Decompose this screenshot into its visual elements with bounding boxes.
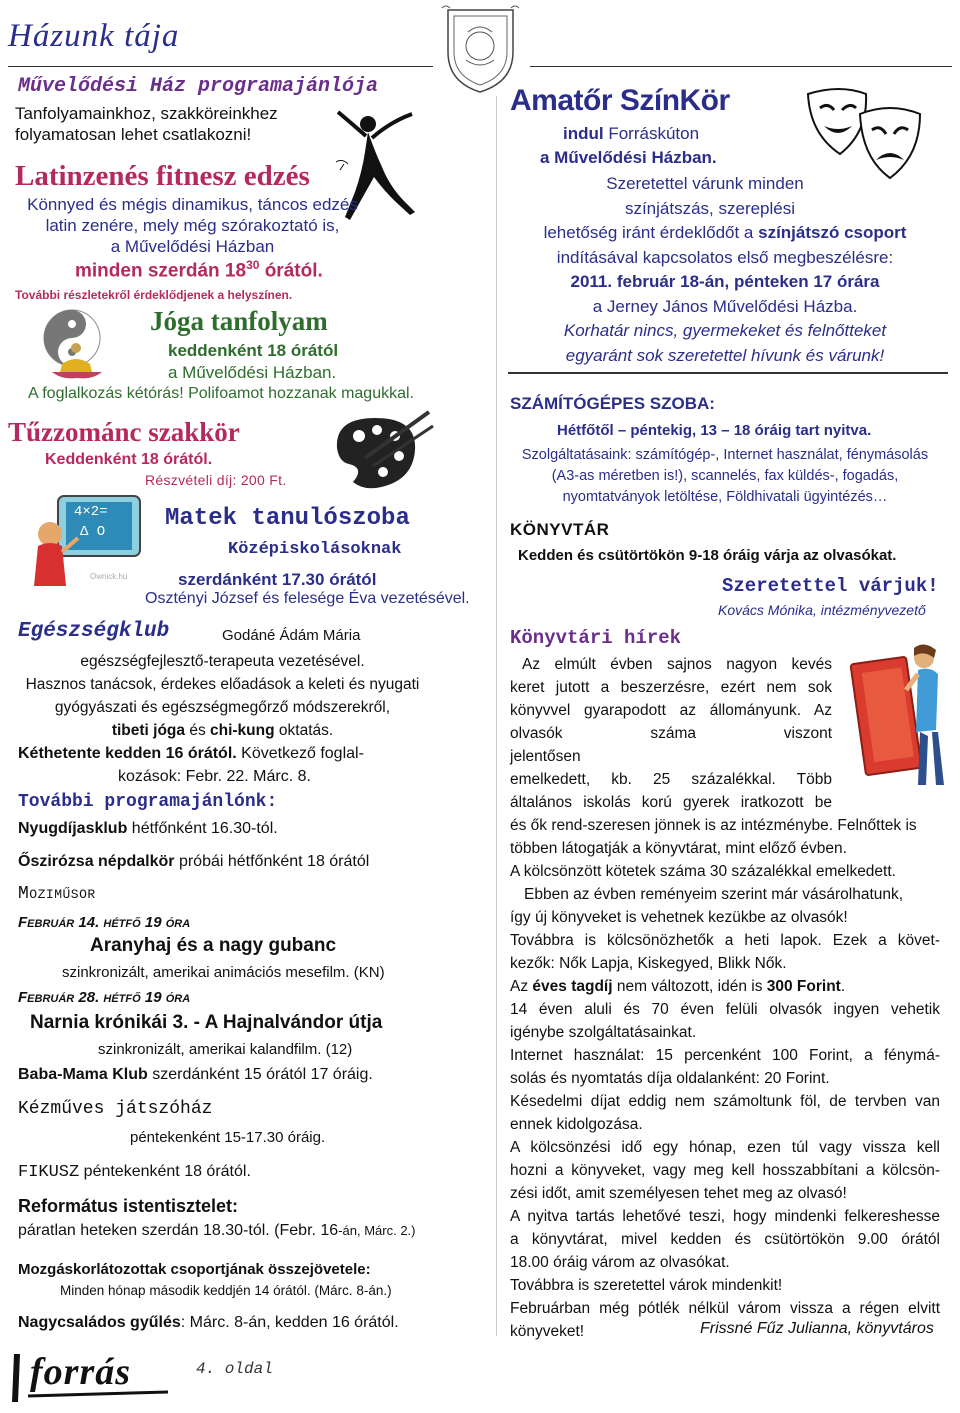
news-p2-line-1: Ebben az évben reményeim szerint már vásárolhatunk, — [524, 886, 904, 903]
news-p11-line-1: Februárban még pótlék nélkül várom vissza a régen elvitt — [510, 1300, 940, 1317]
reformed-title: Református istentisztelet: — [18, 1196, 239, 1216]
math-leaders: Osztényi József és felesége Éva vezetésével. — [145, 590, 470, 607]
theater-line-3: Szeretettel várunk minden — [606, 174, 804, 193]
disabled-group-time: Minden hónap második keddjén 14 órától. (Márc. 8-án.) — [60, 1283, 392, 1298]
reformed-time-c: Márc. 2.) — [364, 1223, 416, 1238]
pensioner-club — [18, 820, 278, 838]
library-greeting: Szeretettel várjuk! — [722, 575, 939, 597]
theater-line-4: színjátszás, szereplési — [624, 198, 796, 218]
theater-start-place: Forráskúton — [603, 124, 700, 143]
crest-emblem — [438, 2, 523, 94]
footer-logo-text: forrás — [30, 1351, 132, 1393]
health-oktatas: oktatás. — [274, 722, 334, 739]
chalkboard-shapes: Δ O — [80, 524, 106, 540]
baby-club-time: szerdánként 15 órától 17 óráig. — [147, 1066, 373, 1083]
theater-group: színjátszó csoport — [758, 223, 907, 242]
health-schedule-line-1 — [18, 742, 364, 765]
pensioner-club-time: hétfőnként 16.30-tól. — [127, 820, 278, 837]
latin-time-a: minden szerdán 18 — [75, 260, 247, 282]
news-p1-line-7: és ők rend-szeresen jönnek is az intézménybe. Felnőttek is — [510, 817, 917, 834]
news-p4-amount: 300 Forint — [766, 978, 841, 995]
library-news-body — [510, 653, 940, 1343]
news-p1-line-1: Az elmúlt évben sajnos nagyon kevés — [522, 656, 832, 673]
theater-venue: a Művelődési Házban. — [540, 148, 717, 167]
reformed-time — [18, 1222, 416, 1240]
yoga-title: Jóga tanfolyam — [150, 306, 328, 336]
theater-date: 2011. február 18-án, pénteken 17 órára — [570, 272, 880, 291]
latin-time-sup: 30 — [246, 258, 260, 272]
news-p1-line-3: könyvvel gyarapodott az állományunk. Az — [510, 702, 832, 719]
theater-line-8: a Jerney János Művelődési Házba. — [592, 296, 858, 316]
news-p7-line-2: ennek kidolgozása. — [510, 1116, 643, 1133]
enamel-time: Keddenként 18 órától. — [45, 451, 213, 468]
more-programs-title: További programajánlónk: — [18, 792, 278, 812]
news-p6-line-1: Internet használat: 15 percenként 100 Forint, a fénymá- — [510, 1047, 940, 1064]
column-divider — [496, 96, 497, 1336]
news-p2-line-2: így új könyveket is vehetnek kezükbe az olvasók! — [510, 909, 848, 926]
computer-room-title: SZÁMÍTÓGÉPES SZOBA: — [510, 394, 715, 413]
theater-body — [505, 172, 945, 368]
intro-text: Tanfolyamainkhoz, szakköreinkhez folyamatosan lehet csatlakozni! — [15, 104, 278, 144]
pensioner-club-name: Nyugdíjasklub — [18, 820, 128, 837]
news-p1-wrap — [510, 653, 832, 814]
news-p8-line-3: zési időt, amit személyesen tehet meg az olvasó! — [510, 1185, 847, 1202]
health-line-2: Hasznos tanácsok, érdekes előadások a keleti és nyugati — [25, 676, 420, 693]
chalkboard-text: 4×2= — [74, 504, 108, 520]
librarian-signature: Frissné Fűz Julianna, könyvtáros — [700, 1320, 934, 1337]
film-1-date: Február 14. hétfő 19 óra — [18, 914, 191, 931]
news-p1-line-6: általános iskolás korú gyerek iratkozott be — [510, 794, 832, 811]
theater-start-indul: indul — [563, 124, 604, 143]
news-p1-line-5: emelkedett, kb. 25 százalékkal. Több — [510, 771, 832, 788]
latin-line-1: Könnyed és mégis dinamikus, táncos edzés — [27, 195, 358, 214]
footer-logo — [8, 1348, 178, 1408]
library-title: KÖNYVTÁR — [510, 520, 610, 539]
math-subtitle: Középiskolásoknak — [228, 540, 402, 559]
fikusz — [18, 1163, 251, 1182]
latin-line-3: a Művelődési Házban — [110, 237, 275, 256]
header-rule-right — [530, 66, 952, 67]
math-title: Matek tanulószoba — [165, 505, 410, 532]
news-p1-line-2: keret jutott a beszerzésre, ezért nem sok — [510, 679, 832, 696]
chalkboard-illustration — [28, 486, 146, 591]
page-number: 4. oldal — [196, 1360, 273, 1378]
large-family-time: : Márc. 8-án, kedden 16 órától. — [180, 1314, 399, 1331]
theater-line-5 — [505, 221, 945, 246]
health-schedule-line-2: kozások: Febr. 22. Márc. 8. — [118, 768, 311, 785]
chalkboard-stamp: Ownick.hu — [90, 572, 128, 581]
news-p8-line-2: hozni a könyveket, vagy meg kell hosszabbítani a kölcsön- — [510, 1162, 940, 1179]
enamel-title: Tűzzománc szakkör — [8, 417, 240, 447]
cinema-title: Moziműsor — [18, 884, 96, 904]
baby-club-name: Baba-Mama Klub — [18, 1066, 148, 1083]
palette-illustration — [325, 408, 435, 496]
section-title: Házunk tája — [8, 18, 180, 54]
theater-line-10: egyaránt sok szeretettel hívunk és várunk! — [565, 345, 885, 365]
latin-time-b: órától. — [259, 260, 323, 282]
header-rule-left — [8, 66, 433, 67]
yoga-time: keddenként 18 órától — [168, 341, 339, 360]
program-subtitle: Művelődési Ház programajánlója — [18, 75, 379, 98]
news-p4e: . — [840, 978, 846, 995]
computer-room-hours: Hétfőtől – péntekig, 13 – 18 óráig tart nyitva. — [557, 422, 872, 439]
latin-note: További részletekről érdeklődjenek a helyszínen. — [15, 288, 293, 302]
health-schedule-next: Következő foglal- — [236, 745, 364, 762]
film-1-desc: szinkronizált, amerikai animációs mesefilm. (KN) — [62, 964, 385, 981]
film-1-title: Aranyhaj és a nagy gubanc — [90, 935, 337, 956]
news-p5-line-1: 14 éven aluli és 70 éven felüli olvasók ingyen vehetik — [510, 1001, 940, 1018]
fikusz-name: FIKUSZ — [18, 1163, 80, 1182]
health-line-1: egészségfejlesztő-terapeuta vezetésével. — [80, 653, 365, 670]
theater-line-6: indításával kapcsolatos első megbeszélésre: — [556, 247, 894, 267]
computer-room-services — [505, 445, 945, 508]
yoga-illustration — [22, 306, 127, 386]
reformed-time-a: páratlan heteken szerdán 18.30-tól. (Febr. 16 — [18, 1222, 339, 1239]
crafts-time: péntekenként 15-17.30 óráig. — [130, 1129, 326, 1146]
news-p9-line-1: A nyitva tartás lehetővé teszi, hogy mindenki felkereshesse — [510, 1208, 940, 1225]
theater-line-9: Korhatár nincs, gyermekeket és felnőtteket — [563, 321, 887, 340]
theater-line-5a: lehetőség iránt érdeklődőt a — [543, 223, 759, 242]
news-p3-line-1: Továbbra is kölcsönözhetők a heti lapok. Ezek a követ- — [510, 932, 940, 949]
crafts-title: Kézműves játszóház — [18, 1099, 213, 1119]
film-2-date: Február 28. hétfő 19 óra — [18, 989, 191, 1006]
film-2-desc: szinkronizált, amerikai kalandfilm. (12) — [98, 1041, 353, 1058]
latin-title: Latinzenés fitnesz edzés — [15, 160, 310, 192]
computer-services-line-2: (A3-as méretben is!), scannelés, fax küldés-, fogadás, — [551, 468, 899, 484]
folk-choir-name: Őszirózsa népdalkör — [18, 853, 175, 870]
library-signature: Kovács Mónika, intézményvezető — [718, 602, 926, 618]
health-line-3: gyógyászati és egészségmegőrző módszerekről, — [54, 699, 391, 716]
news-p4 — [510, 975, 940, 998]
theater-title: Amatőr SzínKör — [510, 84, 730, 117]
news-p6-line-2: solás és nyomtatás díja oldalanként: 20 Forint. — [510, 1070, 830, 1087]
health-title: Egészségklub — [18, 620, 170, 643]
health-schedule — [18, 742, 364, 788]
library-hours: Kedden és csütörtökön 9-18 óráig várja az olvasókat. — [518, 547, 897, 564]
latin-time — [75, 258, 323, 282]
theater-start — [563, 124, 699, 144]
computer-services-line-3: nyomtatványok letöltése, Földhivatali ügyintézés… — [562, 489, 888, 505]
news-p4c: nem változott, idén is — [612, 978, 767, 995]
news-p4-fee: éves tagdíj — [532, 978, 613, 995]
news-p8-line-1: A kölcsönzési idő egy hónap, ezen túl vagy vissza kell — [510, 1139, 940, 1156]
large-family-meeting — [18, 1314, 399, 1332]
news-p10: Továbbra is szeretettel várok mindenkit! — [510, 1277, 783, 1294]
news-p11-line-2: könyveket! — [510, 1323, 585, 1340]
math-time: szerdánként 17.30 órától — [178, 570, 377, 589]
latin-line-2: latin zenére, mely még szórakoztató is, — [45, 216, 340, 235]
news-p1-line-8: többen látogatják a könyvtárat, mint előző évben. — [510, 840, 847, 857]
news-p3-line-2: kezők: Nők Lapja, Kiskegyed, Blikk Nők. — [510, 955, 787, 972]
reformed-time-b: -án, — [338, 1223, 365, 1238]
health-leader-name: Godáné Ádám Mária — [222, 627, 361, 644]
folk-choir — [18, 853, 369, 871]
news-p9-line-2: a könyvtárat, mivel kedden és csütörtökön 9.00 órától — [510, 1231, 940, 1248]
news-p1-line-9: A kölcsönzött kötetek száma 30 százalékkal emelkedett. — [510, 863, 896, 880]
health-desc — [10, 650, 435, 742]
health-tibet: tibeti jóga — [111, 722, 186, 739]
health-line-4 — [10, 719, 435, 742]
fikusz-time: péntekenként 18 órától. — [79, 1163, 251, 1180]
library-news-title: Könyvtári hírek — [510, 627, 682, 649]
health-and: és — [185, 722, 210, 739]
news-p5-line-2: igénybe szolgáltatásainkat. — [510, 1024, 697, 1041]
folk-choir-time: próbái hétfőnként 18 órától — [174, 853, 370, 870]
health-schedule-bold: Kéthetente kedden 16 órától. — [18, 745, 237, 762]
film-2-title: Narnia krónikái 3. - A Hajnalvándor útja — [30, 1012, 383, 1033]
baby-club — [18, 1066, 373, 1084]
yoga-note: A foglalkozás kétórás! Polifoamot hozzanak magukkal. — [28, 385, 414, 402]
news-p7-line-1: Késedelmi díjat eddig nem számoltunk föl, de tervben van — [510, 1093, 940, 1110]
large-family-name: Nagycsaládos gyűlés — [18, 1314, 181, 1331]
enamel-fee: Részvételi díj: 200 Ft. — [145, 472, 287, 488]
disabled-group-title: Mozgáskorlátozottak csoportjának összejövetele: — [18, 1261, 371, 1278]
computer-services-line-1: Szolgáltatásaink: számítógép-, Internet használat, fénymásolás — [521, 447, 929, 463]
latin-desc — [10, 194, 375, 257]
news-p1-line-4: olvasók száma viszont jelentősen — [510, 725, 832, 765]
yoga-place: a Művelődési Házban. — [168, 363, 337, 382]
theater-box-rule — [508, 372, 948, 374]
news-p9-line-3: 18.00 óráig várom az olvasókat. — [510, 1254, 730, 1271]
health-chikung: chi-kung — [210, 722, 275, 739]
news-p4a: Az — [510, 978, 533, 995]
